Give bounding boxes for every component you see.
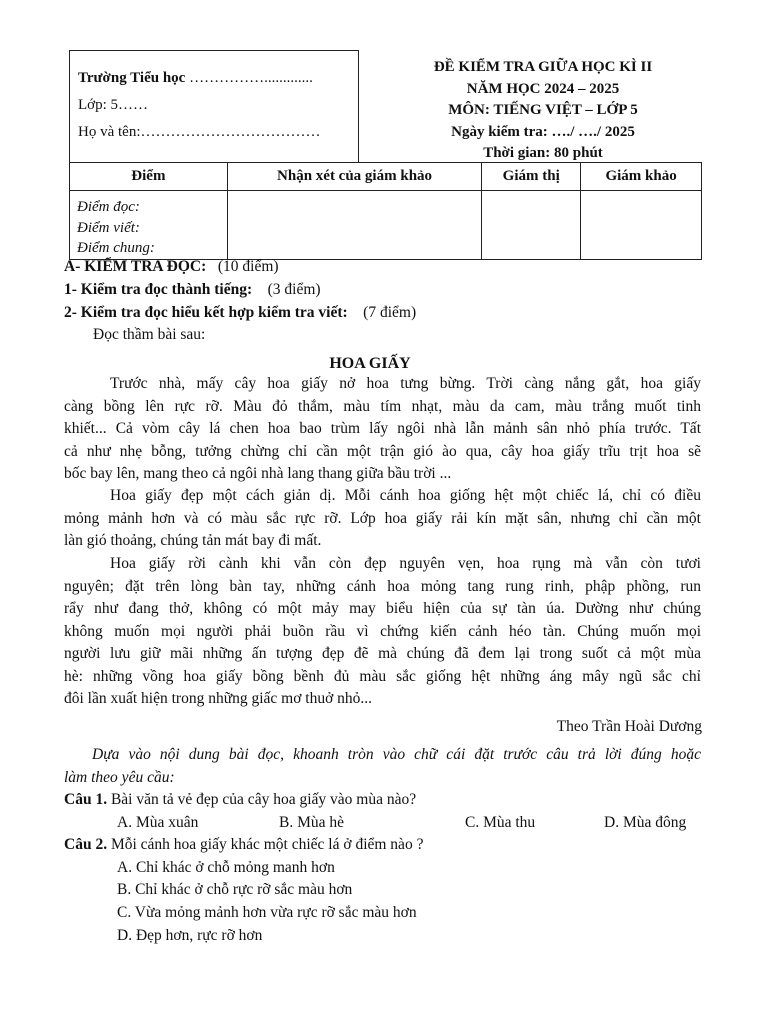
passage-line: người lưu giữ mãi những ấn tượng đẹp đẽ mà chúng đã đem lại trong suốt cả một mùa <box>64 645 701 662</box>
passage-paragraph-1 <box>64 373 701 486</box>
passage-line: hè: những vồng hoa giấy bồng bềnh đủ màu sắc giống hệt những áng mây ngũ sắc chỉ <box>64 667 701 685</box>
passage-line: cả như nhẹ bỗng, tưởng chừng chỉ cần một trận gió ào qua, cây hoa giấy trĩu trịt hoa sẽ <box>64 442 701 460</box>
class-line: Lớp: 5…… <box>78 97 149 113</box>
school-line <box>78 70 313 87</box>
question-2 <box>64 836 423 854</box>
instruction-line: làm theo yêu cầu: <box>64 768 175 786</box>
proctor-cell[interactable] <box>482 191 581 260</box>
passage-line: đôi lần xuất hiện trong những giấc mơ thuở nhỏ... <box>64 690 373 707</box>
name-line: Họ và tên:……………………………… <box>78 124 321 140</box>
question-1-text: Bài văn tả vẻ đẹp của cây hoa giấy vào mùa nào? <box>107 791 417 808</box>
section-1-points: (3 điểm) <box>267 281 321 298</box>
title-line: MÔN: TIẾNG VIỆT – LỚP 5 <box>448 102 638 118</box>
q2-option-d[interactable]: D. Đẹp hơn, rực rỡ hơn <box>117 927 263 944</box>
passage-line: nguyên; đặt trên lòng bàn tay, những cánh hoa mỏng tang rung rinh, phập phồng, run <box>64 577 701 595</box>
section-a-heading <box>64 258 279 276</box>
read-instruction: Đọc thầm bài sau: <box>93 326 206 343</box>
q1-option-d[interactable]: D. Mùa đông <box>604 814 687 831</box>
q2-option-b[interactable]: B. Chỉ khác ở chỗ rực rỡ sắc màu hơn <box>117 881 353 898</box>
student-info-box <box>69 50 359 162</box>
question-1-label: Câu 1. <box>64 791 108 808</box>
passage-title: HOA GIẤY <box>329 355 411 372</box>
score-cell <box>70 191 228 260</box>
section-a-title: A- KIỂM TRA ĐỌC: <box>64 258 207 275</box>
score-read-label: Điểm đọc: <box>77 199 140 215</box>
passage-line: Hoa giấy đẹp một cách giản dị. Mỗi cánh hoa giống hệt một chiếc lá, chỉ có điều <box>110 487 701 504</box>
section-a-points: (10 điểm) <box>217 258 279 275</box>
q1-option-c[interactable]: C. Mùa thu <box>465 814 536 831</box>
grade-table <box>69 162 702 260</box>
section-2-title: 2- Kiểm tra đọc hiểu kết hợp kiểm tra viết: <box>64 304 348 321</box>
q2-option-a[interactable]: A. Chỉ khác ở chỗ mỏng manh hơn <box>117 859 335 876</box>
school-label: Trường Tiểu học <box>78 70 186 86</box>
title-line: NĂM HỌC 2024 – 2025 <box>466 80 620 97</box>
passage-line: càng bồng lên rực rỡ. Màu đỏ thắm, màu tím nhạt, màu da cam, màu trắng muốt tinh <box>64 397 701 415</box>
passage-line: làn gió thoảng, chúng tản mát bay đi mất. <box>64 532 322 549</box>
score-total-label: Điểm chung: <box>77 240 155 256</box>
section-2-heading <box>64 304 416 322</box>
score-write-label: Điểm viết: <box>77 219 140 236</box>
passage-line: Hoa giấy rời cành khi vẫn còn đẹp nguyên vẹn, hoa rụng mà vẫn còn tươi <box>110 555 701 572</box>
examiner-cell[interactable] <box>581 191 702 260</box>
grade-header-cell: Giám khảo <box>581 163 702 191</box>
school-dots: ……………............. <box>185 70 313 86</box>
section-2-points: (7 điểm) <box>363 304 417 321</box>
grade-table-row <box>70 191 702 260</box>
instruction-line: Dựa vào nội dung bài đọc, khoanh tròn vào chữ cái đặt trước câu trả lời đúng hoặc <box>92 746 701 763</box>
exam-title <box>368 57 718 165</box>
title-line: Ngày kiểm tra: …./ …./ 2025 <box>451 123 635 140</box>
section-1-title: 1- Kiểm tra đọc thành tiếng: <box>64 281 253 298</box>
section-1-heading <box>64 281 321 299</box>
question-instruction <box>64 744 701 789</box>
examiner-comment-cell[interactable] <box>227 191 482 260</box>
passage-line: không muốn mọi người phải buồn rầu vì chứng kiến cảnh héo tàn. Chúng muốn mọi <box>64 622 701 640</box>
q1-option-a[interactable]: A. Mùa xuân <box>117 814 199 831</box>
passage-author: Theo Trần Hoài Dương <box>556 718 702 735</box>
passage-paragraph-2 <box>64 485 701 553</box>
q1-option-b[interactable]: B. Mùa hè <box>279 814 345 831</box>
q2-option-c[interactable]: C. Vừa mỏng mảnh hơn vừa rực rỡ sắc màu hơn <box>117 904 417 921</box>
grade-table-header <box>70 163 702 191</box>
question-1 <box>64 791 416 809</box>
passage-line: Trước nhà, mấy cây hoa giấy nở hoa tưng bừng. Trời càng nắng gắt, hoa giấy <box>110 375 701 392</box>
title-line: Thời gian: 80 phút <box>483 145 603 161</box>
passage-line: rẩy như đang thở, không có một mảy may biểu hiện của sự tàn úa. Dường như chúng <box>64 600 701 617</box>
passage-line: bốc bay lên, mang theo cả ngôi nhà lang thang giữa bầu trời ... <box>64 465 452 482</box>
grade-header-cell: Giám thị <box>482 163 581 191</box>
passage-line: khiết... Cả vòm cây lá chen hoa bao trùm lấy ngôi nhà lẫn mảnh sân nhỏ phía trước. Tất <box>64 420 701 437</box>
grade-header-cell: Nhận xét của giám khảo <box>227 163 482 191</box>
passage-paragraph-3 <box>64 553 701 711</box>
question-2-text: Mỗi cánh hoa giấy khác một chiếc lá ở điểm nào ? <box>107 836 424 853</box>
title-line: ĐỀ KIỂM TRA GIỮA HỌC KÌ II <box>433 59 653 75</box>
question-2-label: Câu 2. <box>64 836 108 853</box>
grade-header-cell: Điểm <box>70 163 228 191</box>
passage-line: mỏng mảnh hơn và có màu sắc rực rỡ. Lớp hoa giấy rải kín mặt sân, nhưng chỉ cần một <box>64 509 701 527</box>
